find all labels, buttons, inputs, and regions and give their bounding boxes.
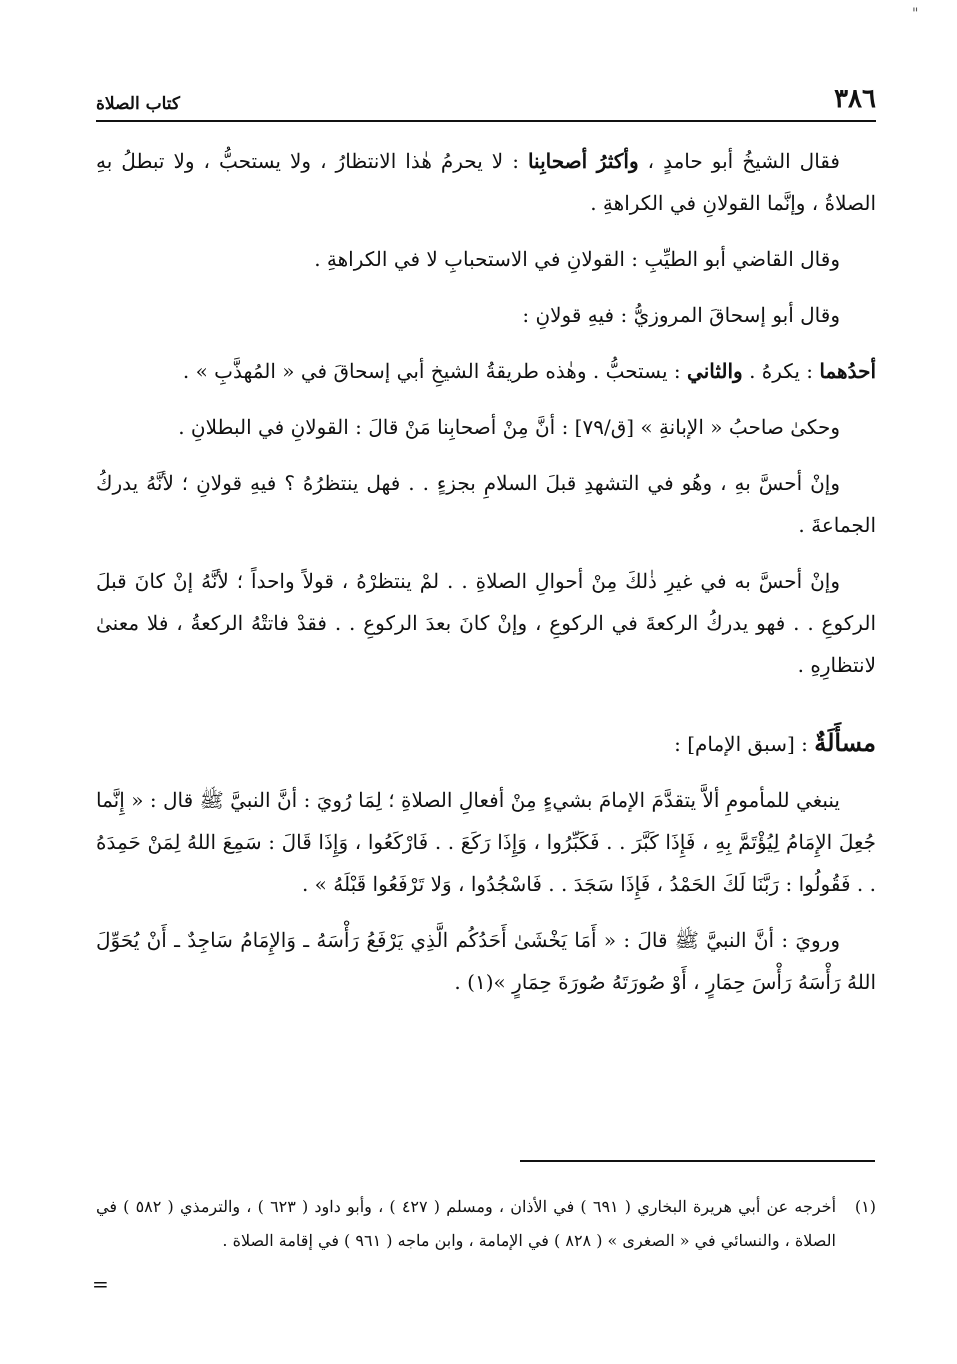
continuation-mark: = xyxy=(92,1272,109,1296)
running-title: كتاب الصلاة xyxy=(96,94,181,114)
paragraph-1: فقال الشيخُ أبو حامدٍ ، وأكثرُ أصحابِنا : لا يحرمُ هٰذا الانتظارُ ، ولا يستحبُّ ، ولا تبطلُ بهِ الصلاةُ ، وإنَّما القولانِ في الكراهةِ . xyxy=(96,149,876,215)
paragraph-5: وحكىٰ صاحبُ « الإبانةِ » [ق/٧٩] : أنَّ مِنْ أصحابِنا مَنْ قالَ : القولانِ في البطلانِ . xyxy=(178,415,840,439)
main-text xyxy=(96,140,876,1017)
footnote-text: أخرجه عن أبي هريرة البخاري ( ٦٩١ ) في الأذان ، ومسلم ( ٤٢٧ ) ، وأبو داود ( ٦٢٣ ) ، والترمذي ( ٥٨٢ ) في الصلاة ، والنسائي في « الصغرى » ( ٨٢٨ ) في الإمامة ، وابن ماجه ( ٩٦١ ) في إقامة الصلاة . xyxy=(96,1197,837,1250)
paragraph-8: ينبغي للمأمومِ ألاَّ يتقدَّمَ الإمامَ بشيءٍ مِنْ أفعالِ الصلاةِ ؛ لِمَا رُويَ : أنَّ النبيَّ ﷺ قال : « إِنَّما جُعِلَ الإِمَامُ لِيُؤْتَمَّ بِهِ ، فَإِذَا كَبَّرَ . . فَكَبِّرُوا ، وَإِذَا رَكَعَ . . فَارْكَعُوا ، وَإِذَا قَالَ : سَمِعَ اللهُ لِمَنْ حَمِدَهُ . . فَقُولُوا : رَبَّنَا لَكَ الحَمْدُ ، فَإِذَا سَجَدَ . . فَاسْجُدُوا ، وَلا تَرْفَعُوا قَبْلَهُ » . xyxy=(96,788,876,896)
footnote-1 xyxy=(96,1190,876,1258)
header-rule xyxy=(96,120,876,122)
footnote-rule xyxy=(520,1160,875,1162)
paragraph-7: وإنْ أحسَّ به في غيرِ ذٰلكَ مِنْ أحوالِ الصلاةِ . . لمْ ينتظرْهُ ، قولاً واحداً ؛ لأنَّهُ إنْ كانَ قبلَ الركوعِ . . فهو يدركُ الركعةَ في الركوعِ ، وإنْ كانَ بعدَ الركوعِ . . فقدْ فاتتْهُ الركعةُ ، فلا معنىٰ لانتظارِهِ . xyxy=(96,569,876,677)
page-number: ٣٨٦ xyxy=(834,84,876,114)
masala-word: مسأَلَةٌ xyxy=(814,728,876,757)
paragraph-6: وإنْ أحسَّ بهِ ، وهُو في التشهدِ قبلَ السلامِ بجزءٍ . . فهل ينتظرُهُ ؟ فيهِ قولانِ ؛ لأنَّهُ يدركُ الجماعةَ . xyxy=(96,471,876,537)
footnotes xyxy=(96,1190,876,1258)
page-header xyxy=(96,78,876,114)
paragraph-3: وقال أبو إسحاقَ المروزيُّ : فيهِ قولانِ : xyxy=(522,303,840,327)
paragraph-2: وقال القاضي أبو الطيِّبِ : القولانِ في الاستحبابِ لا في الكراهةِ . xyxy=(314,247,840,271)
paragraph-9: ورويَ : أنَّ النبيَّ ﷺ قالَ : « أَمَا يَخْشَىٰ أَحَدُكُم الَّذِي يَرْفَعُ رَأْسَهُ ـ وَالإِمَامُ سَاجِدٌ ـ أَنْ يُحَوِّلَ اللهُ رَأْسَهُ رَأْسَ حِمَارٍ ، أَوْ صُورَتَهُ صُورَةَ حِمَارٍ »(١) . xyxy=(96,928,876,994)
paragraph-4: أحدُهما : يكرهُ . والثاني : يستحبُّ . وهٰذه طريقةُ الشيخِ أبي إسحاقَ في « المُهذَّبِ » . xyxy=(182,359,876,383)
masala-title: [سبق الإمام] xyxy=(687,732,795,756)
corner-mark: " xyxy=(912,6,919,22)
footnote-number: (١) xyxy=(854,1197,876,1216)
masala-heading: مسأَلَةٌ : [سبق الإمام] : xyxy=(674,728,876,757)
